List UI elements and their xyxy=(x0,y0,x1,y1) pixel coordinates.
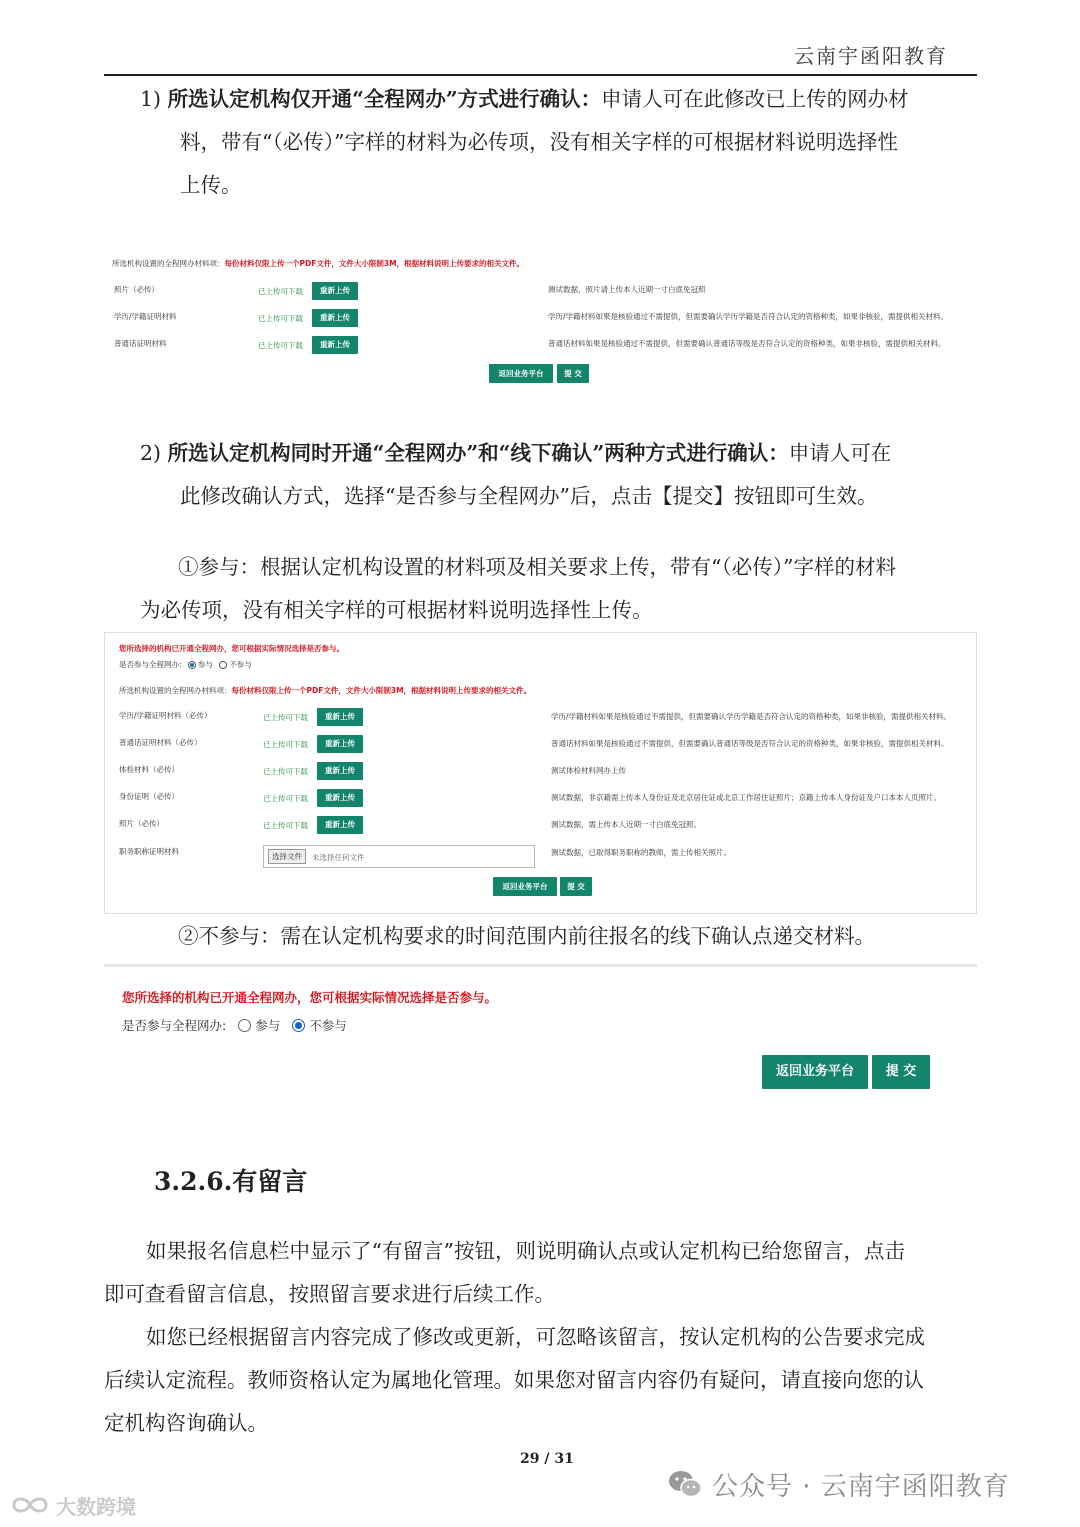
shot3-question: 是否参与全程网办: xyxy=(122,1018,227,1033)
reupload-button[interactable]: 重新上传 xyxy=(312,309,358,327)
shot1-row-label: 照片（必传） xyxy=(114,285,159,294)
body-p1-line1: 如果报名信息栏中显示了“有留言”按钮，则说明确认点或认定机构已给您留言，点击 xyxy=(146,1239,905,1263)
option2-line: ②不参与：需在认定机构要求的时间范围内前往报名的线下确认点递交材料。 xyxy=(178,924,875,948)
body-p2-line2: 后续认定流程。教师资格认定为属地化管理。如果您对留言内容仍有疑问，请直接向您的认 xyxy=(104,1368,924,1392)
infinity-logo-icon xyxy=(8,1493,52,1517)
download-link[interactable]: 已上传可下载 xyxy=(263,713,308,722)
item1-paragraph xyxy=(140,78,980,207)
shot2-row-file xyxy=(105,844,976,868)
shot3-opt-yes: 参与 xyxy=(255,1018,281,1033)
shot1-row-1 xyxy=(112,309,962,329)
shot1-row-desc: 测试数据，照片请上传本人近期一寸白底免冠照 xyxy=(548,285,706,294)
reupload-button[interactable]: 重新上传 xyxy=(312,282,358,300)
shot2-row-label: 身份证明（必传） xyxy=(119,792,179,801)
shot1-row-label: 普通话证明材料 xyxy=(114,339,167,348)
item1-line1: 申请人可在此修改已上传的网办材 xyxy=(601,87,909,111)
download-link[interactable]: 已上传可下载 xyxy=(263,794,308,803)
item2-marker: 2) xyxy=(140,441,162,465)
item1-line2: 料，带有“（必传）”字样的材料为必传项，没有相关字样的可根据材料说明选择性 xyxy=(180,130,898,154)
screenshot-online-only xyxy=(112,254,962,388)
option1-paragraph xyxy=(104,546,980,632)
body-p1-line2: 即可查看留言信息，按照留言要求进行后续工作。 xyxy=(104,1282,555,1306)
radio-participate[interactable] xyxy=(238,1019,251,1032)
shot2-question: 是否参与全程网办: xyxy=(119,660,182,669)
shot2-row-desc: 测试数据，非京籍需上传本人身份证及北京居住证或北京工作居住证照片；京籍上传本人身份证及户口本本人页照片。 xyxy=(551,793,941,802)
submit-button[interactable]: 提 交 xyxy=(872,1055,930,1089)
download-link[interactable]: 已上传可下载 xyxy=(258,287,303,296)
body-p2-line1: 如您已经根据留言内容完成了修改或更新，可忽略该留言，按认定机构的公告要求完成 xyxy=(146,1325,925,1349)
shot2-red-notice: 您所选择的机构已开通全程网办，您可根据实际情况选择是否参与。 xyxy=(119,644,344,653)
reupload-button[interactable]: 重新上传 xyxy=(317,789,363,807)
wechat-watermark xyxy=(668,1466,1010,1502)
corner-watermark xyxy=(8,1490,136,1520)
back-to-platform-button[interactable]: 返回业务平台 xyxy=(762,1055,868,1089)
back-to-platform-button[interactable]: 返回业务平台 xyxy=(489,364,553,383)
shot1-notice-label: 所选机构设置的全程网办材料项： xyxy=(112,259,225,268)
reupload-button[interactable]: 重新上传 xyxy=(317,816,363,834)
reupload-button[interactable]: 重新上传 xyxy=(317,762,363,780)
item1-line3: 上传。 xyxy=(180,173,242,197)
radio-not-participate[interactable] xyxy=(292,1019,305,1032)
item2-paragraph xyxy=(140,432,980,518)
shot2-row-label: 普通话证明材料（必传） xyxy=(119,738,202,747)
shot2-row-desc: 学历/学籍材料如果是核验通过不需提供，但需要确认学历学籍是否符合认定的资格种类，如果非核验，需提供相关材料。 xyxy=(551,712,952,721)
screenshot-participate xyxy=(104,632,977,914)
wechat-text: 公众号 · 云南宇函阳教育 xyxy=(712,1471,1010,1502)
page-number: 29 / 31 xyxy=(520,1451,574,1467)
radio-not-participate[interactable] xyxy=(219,661,227,669)
shot1-notice-red: 每份材料仅限上传一个PDF文件，文件大小限制3M，根据材料说明上传要求的相关文件。 xyxy=(224,259,525,268)
radio-participate[interactable] xyxy=(188,661,196,669)
file-placeholder: 未选择任何文件 xyxy=(312,853,365,862)
shot1-row-desc: 学历/学籍材料如果是核验通过不需提供，但需要确认学历学籍是否符合认定的资格种类，如果非核验，需提供相关材料。 xyxy=(548,312,949,321)
body-p2-line3: 定机构咨询确认。 xyxy=(104,1411,268,1435)
shot3-red-notice: 您所选择的机构已开通全程网办，您可根据实际情况选择是否参与。 xyxy=(122,990,498,1005)
download-link[interactable]: 已上传可下载 xyxy=(258,341,303,350)
corner-watermark-text: 大数跨境 xyxy=(56,1494,136,1519)
shot2-opt-no: 不参与 xyxy=(229,660,252,669)
shot3-question-row xyxy=(122,1016,347,1034)
header-rule xyxy=(104,74,977,76)
shot2-notice-label: 所选机构设置的全程网办材料项： xyxy=(119,686,232,695)
shot2-row-0 xyxy=(105,708,976,728)
download-link[interactable]: 已上传可下载 xyxy=(263,767,308,776)
header-brand: 云南宇函阳教育 xyxy=(794,44,948,68)
shot1-row-label: 学历/学籍证明材料 xyxy=(114,312,177,321)
section-title: 3.2.6.有留言 xyxy=(154,1167,308,1196)
wechat-icon xyxy=(668,1469,702,1499)
shot2-row-4 xyxy=(105,816,976,836)
item2-line1: 申请人可在 xyxy=(788,441,892,465)
shot2-row-desc: 普通话材料如果是核验通过不需提供，但需要确认普通话等级是否符合认定的资格种类，如果非核验，需提供相关材料。 xyxy=(551,739,949,748)
download-link[interactable]: 已上传可下载 xyxy=(263,821,308,830)
shot2-row-label: 体检材料（必传） xyxy=(119,765,179,774)
shot2-row-desc: 测试数据，需上传本人近期一寸白底免冠照。 xyxy=(551,820,701,829)
reupload-button[interactable]: 重新上传 xyxy=(317,735,363,753)
download-link[interactable]: 已上传可下载 xyxy=(263,740,308,749)
download-link[interactable]: 已上传可下载 xyxy=(258,314,303,323)
reupload-button[interactable]: 重新上传 xyxy=(317,708,363,726)
shot1-row-desc: 普通话材料如果是核验通过不需提供，但需要确认普通话等级是否符合认定的资格种类，如果非核验，需提供相关材料。 xyxy=(548,339,946,348)
shot2-notice-red: 每份材料仅限上传一个PDF文件，文件大小限制3M，根据材料说明上传要求的相关文件。 xyxy=(231,686,532,695)
option1-line1: ①参与：根据认定机构设置的材料项及相关要求上传，带有“（必传）”字样的材料 xyxy=(178,555,896,579)
body-paragraphs xyxy=(104,1230,980,1445)
shot2-row-1 xyxy=(105,735,976,755)
item2-line2: 此修改确认方式，选择“是否参与全程网办”后，点击【提交】按钮即可生效。 xyxy=(180,484,878,508)
shot2-opt-yes: 参与 xyxy=(197,660,213,669)
submit-button[interactable]: 提 交 xyxy=(560,877,592,896)
screenshot-not-participate xyxy=(104,964,977,1123)
shot1-row-2 xyxy=(112,336,962,356)
back-to-platform-button[interactable]: 返回业务平台 xyxy=(493,877,557,896)
shot2-question-row xyxy=(119,659,252,670)
option1-line2: 为必传项，没有相关字样的可根据材料说明选择性上传。 xyxy=(140,598,653,622)
shot2-last-label: 职务职称证明材料 xyxy=(119,847,179,856)
shot2-last-desc: 测试数据，已取得职务职称的教师，需上传相关照片。 xyxy=(551,848,731,857)
choose-file-button[interactable]: 选择文件 xyxy=(268,849,306,864)
shot2-row-label: 学历/学籍证明材料（必传） xyxy=(119,711,212,720)
reupload-button[interactable]: 重新上传 xyxy=(312,336,358,354)
file-input[interactable] xyxy=(263,845,535,868)
shot3-opt-no: 不参与 xyxy=(309,1018,347,1033)
item1-marker: 1) xyxy=(140,87,162,111)
shot2-row-label: 照片（必传） xyxy=(119,819,164,828)
item2-bold: 所选认定机构同时开通“全程网办”和“线下确认”两种方式进行确认： xyxy=(167,441,789,465)
shot1-row-0 xyxy=(112,282,962,302)
item1-bold: 所选认定机构仅开通“全程网办”方式进行确认： xyxy=(167,87,602,111)
shot2-row-3 xyxy=(105,789,976,809)
shot2-row-2 xyxy=(105,762,976,782)
submit-button[interactable]: 提 交 xyxy=(557,364,589,383)
shot2-row-desc: 测试体检材料网办上传 xyxy=(551,766,626,775)
